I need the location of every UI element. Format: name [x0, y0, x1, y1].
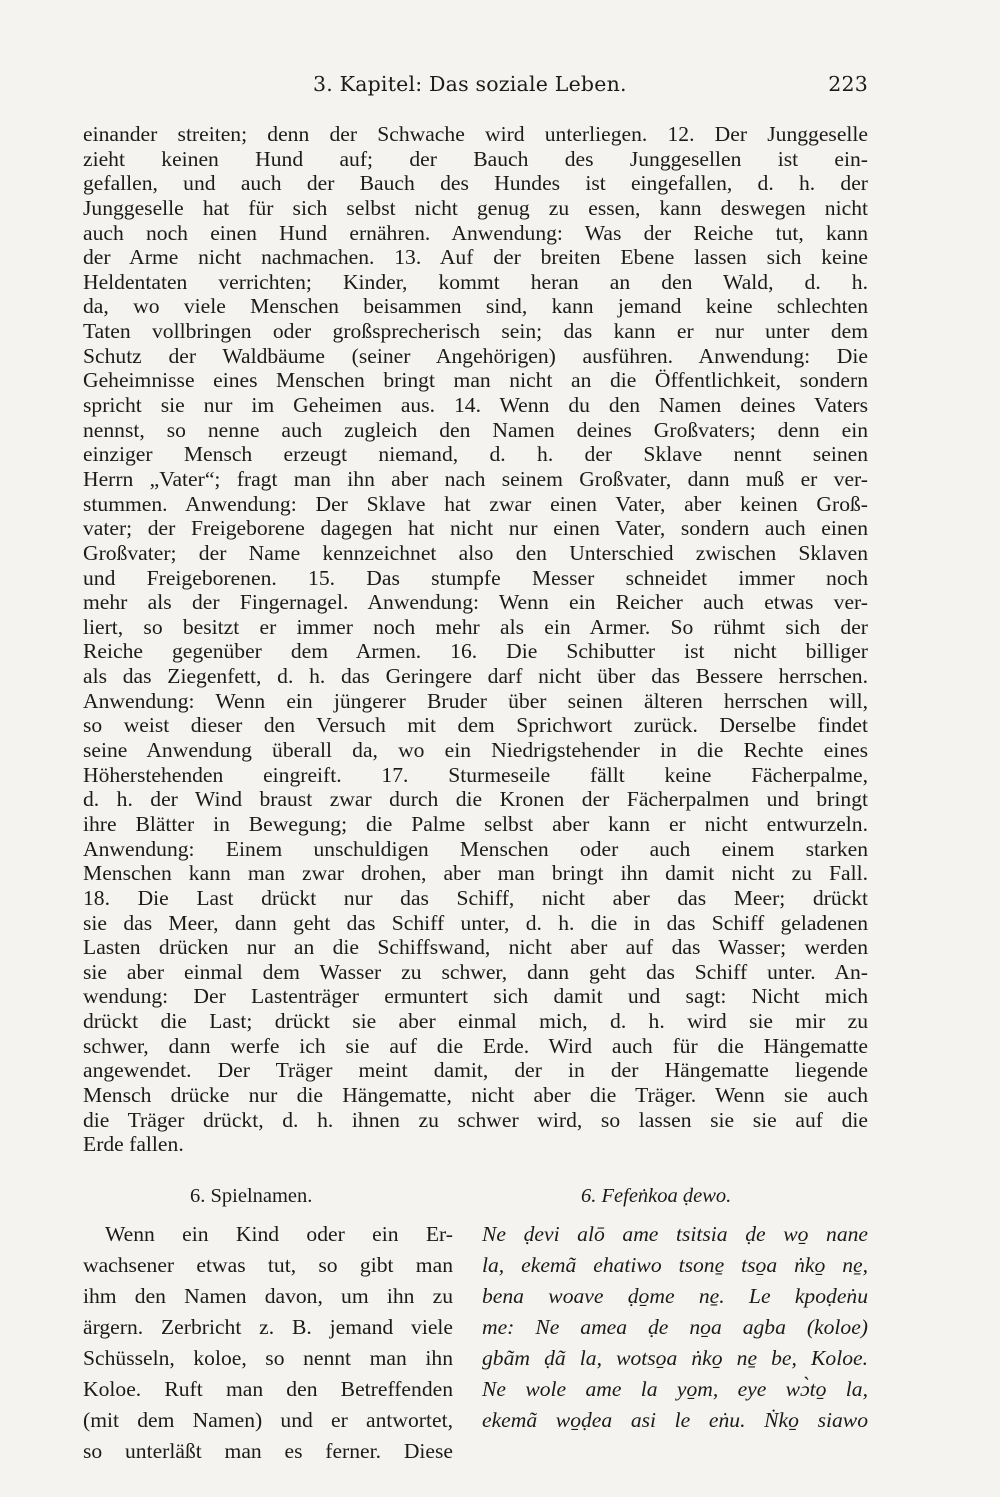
- left-column-line: Koloe. Ruft man den Betreffenden: [83, 1377, 453, 1401]
- text-line: einander streiten; denn der Schwache wird unterliegen. 12. Der Junggeselle: [83, 122, 868, 146]
- left-column-line: (mit dem Namen) und er antwortet,: [83, 1408, 453, 1432]
- right-column-text: [482, 1219, 868, 1436]
- text-line: da, wo viele Menschen beisammen sind, kann jemand keine schlechten: [83, 294, 868, 319]
- left-column-line: Wenn ein Kind oder ein Er-: [105, 1222, 453, 1246]
- text-line: einziger Mensch erzeugt niemand, d. h. der Sklave nennt seinen: [83, 442, 868, 467]
- text-line: und Freigeborenen. 15. Das stumpfe Messer schneidet immer noch: [83, 565, 868, 590]
- right-column-line: me: Ne amea ḍe no̱a agba (koloe): [482, 1315, 868, 1339]
- text-line: Höherstehenden eingreift. 17. Sturmeseile fällt keine Fächerpalme,: [83, 762, 868, 787]
- text-line: d. h. der Wind braust zwar durch die Kronen der Fächerpalmen und bringt: [83, 787, 868, 812]
- right-column-heading: 6. Fefeṅkoa ḍewo.: [581, 1185, 732, 1207]
- text-line: als das Ziegenfett, d. h. das Geringere darf nicht über das Bessere herrschen.: [83, 664, 868, 689]
- chapter-title: 3. Kapitel: Das soziale Leben.: [313, 72, 627, 96]
- text-line: liert, so besitzt er immer noch mehr als ein Armer. So rühmt sich der: [83, 614, 868, 639]
- text-line: stummen. Anwendung: Der Sklave hat zwar einen Vater, aber keinen Groß-: [83, 491, 868, 516]
- text-line: auch noch einen Hund ernähren. Anwendung: Was der Reiche tut, kann: [83, 220, 868, 245]
- right-column-line: ekemã wo̱ḍea asi le eṅu. Ṅko̱ siawo: [482, 1408, 868, 1432]
- text-line: der Arme nicht nachmachen. 13. Auf der breiten Ebene lassen sich keine: [83, 245, 868, 270]
- text-line: Großvater; der Name kennzeichnet also den Unterschied zwischen Sklaven: [83, 540, 868, 565]
- text-line: Mensch drücke nur die Hängematte, nicht aber die Träger. Wenn sie auch: [83, 1082, 868, 1107]
- text-line: die Träger drückt, d. h. ihnen zu schwer wird, so lassen sie sie auf die: [83, 1107, 868, 1132]
- text-line: so weist dieser den Versuch mit dem Sprichwort zurück. Derselbe findet: [83, 713, 868, 738]
- text-line: Lasten drücken nur an die Schiffswand, nicht aber auf das Wasser; werden: [83, 935, 868, 960]
- text-line: schwer, dann werfe ich sie auf die Erde. Wird auch für die Hängematte: [83, 1033, 868, 1058]
- text-line: zieht keinen Hund auf; der Bauch des Junggesellen ist ein-: [83, 146, 868, 171]
- text-line: sie das Meer, dann geht das Schiff unter, d. h. die in das Schiff geladenen: [83, 910, 868, 935]
- left-column-line: ihm den Namen davon, um ihn zu: [83, 1284, 453, 1308]
- text-line: drückt die Last; drückt sie aber einmal mich, d. h. wird sie mir zu: [83, 1009, 868, 1034]
- text-line: Herrn „Vater“; fragt man ihn aber nach seinem Großvater, dann muß er ver-: [83, 466, 868, 491]
- text-line: Anwendung: Einem unschuldigen Menschen oder auch einem starken: [83, 836, 868, 861]
- right-column-line: Ne ḍevi alō ame tsitsia ḍe wo̱ nane: [482, 1222, 868, 1246]
- text-line: ihre Blätter in Bewegung; die Palme selbst aber kann er nicht entwurzeln.: [83, 811, 868, 836]
- left-column-heading: 6. Spielnamen.: [190, 1185, 313, 1207]
- text-line: seine Anwendung überall da, wo ein Niedrigstehender in die Rechte eines: [83, 738, 868, 763]
- left-column-line: wachsener etwas tut, so gibt man: [83, 1253, 453, 1277]
- text-line: wendung: Der Lastenträger ermuntert sich damit und sagt: Nicht mich: [83, 984, 868, 1009]
- right-column-line: gbãm ḍã la, wotso̱a ṅko̱ ne̱ be, Koloe.: [482, 1346, 868, 1370]
- text-line: sie aber einmal dem Wasser zu schwer, dann geht das Schiff unter. An-: [83, 959, 868, 984]
- text-line: spricht sie nur im Geheimen aus. 14. Wenn du den Namen deines Vaters: [83, 393, 868, 418]
- text-line: Heldentaten verrichten; Kinder, kommt heran an den Wald, d. h.: [83, 269, 868, 294]
- right-column-line: la, ekemã ehatiwo tsone̱ tso̱a ṅko̱ ne̱,: [482, 1253, 868, 1277]
- text-line: Taten vollbringen oder großsprecherisch sein; das kann er nur unter dem: [83, 319, 868, 344]
- text-line: angewendet. Der Träger meint damit, der in der Hängematte liegende: [83, 1058, 868, 1083]
- body-text: [83, 122, 868, 1157]
- text-line: nennst, so nenne auch zugleich den Namen deines Großvaters; denn ein: [83, 417, 868, 442]
- right-column-line: bena woave ḍo̱me ne̱. Le kpoḍeṅu: [482, 1284, 868, 1308]
- page-number: 223: [828, 72, 868, 96]
- left-column-line: ärgern. Zerbricht z. B. jemand viele: [83, 1315, 453, 1339]
- text-line: Junggeselle hat für sich selbst nicht genug zu essen, kann deswegen nicht: [83, 195, 868, 220]
- text-line: Reiche gegenüber dem Armen. 16. Die Schibutter ist nicht billiger: [83, 639, 868, 664]
- text-line: 18. Die Last drückt nur das Schiff, nicht aber das Meer; drückt: [83, 885, 868, 910]
- text-line: gefallen, und auch der Bauch des Hundes ist eingefallen, d. h. der: [83, 171, 868, 196]
- text-line: Anwendung: Wenn ein jüngerer Bruder über seinen älteren herrschen will,: [83, 688, 868, 713]
- right-column-line: Ne wole ame la yo̱m, eye wɔ̀to̱ la,: [482, 1377, 868, 1401]
- text-line: Schutz der Waldbäume (seiner Angehörigen) ausführen. Anwendung: Die: [83, 343, 868, 368]
- text-line: Menschen kann man zwar drohen, aber man bringt ihn damit nicht zu Fall.: [83, 861, 868, 886]
- running-header: [83, 72, 868, 102]
- left-column-text: [83, 1219, 453, 1467]
- text-line: Geheimnisse eines Menschen bringt man nicht an die Öffentlichkeit, sondern: [83, 368, 868, 393]
- text-line: mehr als der Fingernagel. Anwendung: Wenn ein Reicher auch etwas ver-: [83, 590, 868, 615]
- left-column-line: Schüsseln, koloe, so nennt man ihn: [83, 1346, 453, 1370]
- text-line: Erde fallen.: [83, 1132, 184, 1157]
- left-column-line: so unterläßt man es ferner. Diese: [83, 1439, 453, 1463]
- text-line: vater; der Freigeborene dagegen hat nicht nur einen Vater, sondern auch einen: [83, 516, 868, 541]
